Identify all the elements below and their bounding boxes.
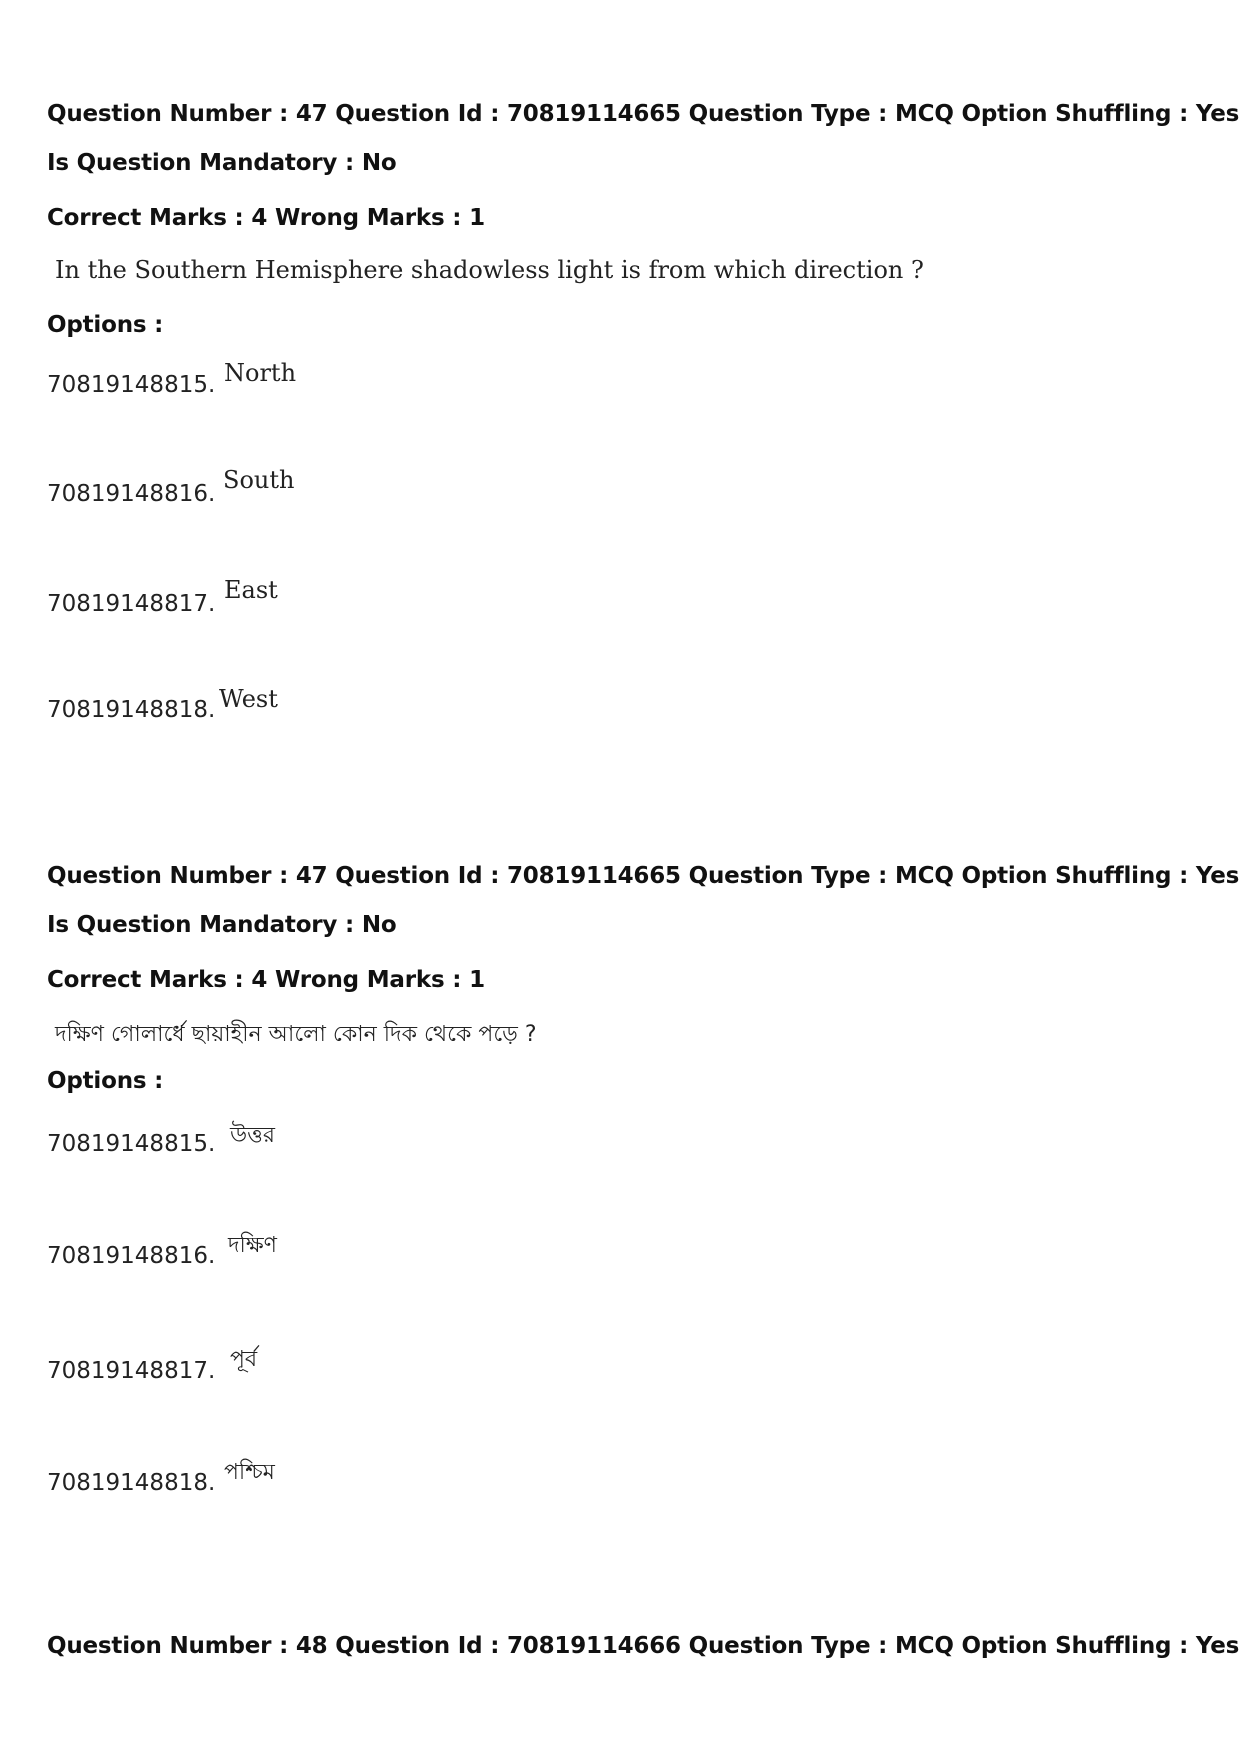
option-id: 70819148815. — [47, 1131, 216, 1157]
option-id: 70819148815. — [47, 372, 216, 398]
option-text[interactable]: পূর্ব — [230, 1347, 258, 1372]
options-label: Options : — [47, 1068, 164, 1094]
option-text[interactable]: West — [219, 685, 278, 713]
option-id: 70819148818. — [47, 1470, 216, 1496]
question-mandatory: Is Question Mandatory : No — [47, 912, 397, 938]
option-id: 70819148817. — [47, 1358, 216, 1384]
question-marks: Correct Marks : 4 Wrong Marks : 1 — [47, 967, 485, 993]
option-text[interactable]: উত্তর — [230, 1123, 275, 1148]
option-id: 70819148817. — [47, 591, 216, 617]
question-text: In the Southern Hemisphere shadowless light is from which direction ? — [55, 256, 924, 284]
question-header: Question Number : 47 Question Id : 70819114665 Question Type : MCQ Option Shuffling : Yes — [47, 863, 1240, 889]
question-marks: Correct Marks : 4 Wrong Marks : 1 — [47, 205, 485, 231]
options-label: Options : — [47, 312, 164, 338]
question-text: দক্ষিণ গোলার্ধে ছায়াহীন আলো কোন দিক থেকে পড়ে ? — [55, 1022, 537, 1047]
option-text[interactable]: পশ্চিম — [224, 1460, 275, 1485]
option-text[interactable]: North — [224, 359, 297, 387]
option-text[interactable]: East — [224, 576, 278, 604]
option-text[interactable]: South — [223, 466, 295, 494]
option-id: 70819148816. — [47, 481, 216, 507]
question-mandatory: Is Question Mandatory : No — [47, 150, 397, 176]
option-id: 70819148818. — [47, 697, 216, 723]
question-header: Question Number : 48 Question Id : 70819114666 Question Type : MCQ Option Shuffling : Yes — [47, 1633, 1240, 1659]
question-header: Question Number : 47 Question Id : 70819114665 Question Type : MCQ Option Shuffling : Yes — [47, 101, 1240, 127]
option-id: 70819148816. — [47, 1243, 216, 1269]
option-text[interactable]: দক্ষিণ — [228, 1233, 277, 1258]
